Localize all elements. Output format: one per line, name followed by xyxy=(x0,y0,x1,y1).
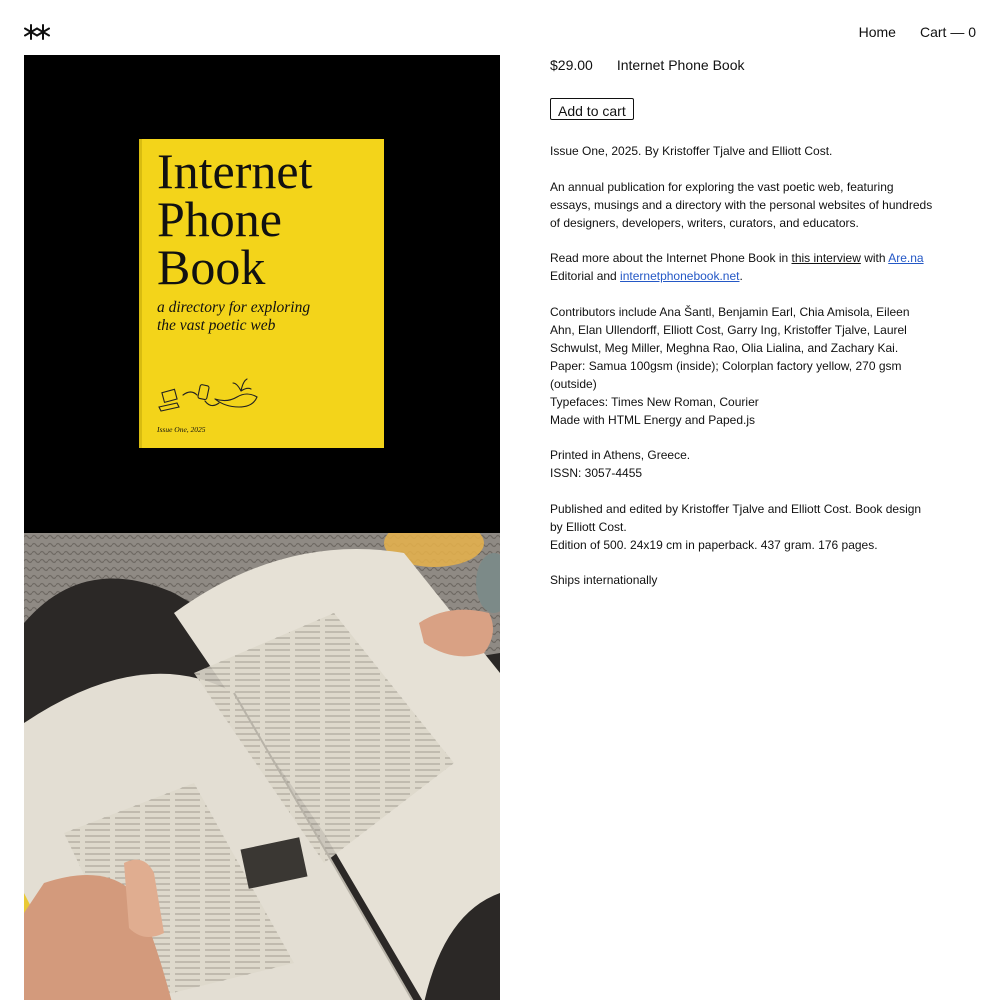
printing-paragraph xyxy=(550,446,935,482)
printed-in-line: Printed in Athens, Greece. xyxy=(550,448,691,462)
cover-title-line: Book xyxy=(157,239,266,295)
price-title-row xyxy=(550,56,935,74)
product-price: $29.00 xyxy=(550,57,593,73)
shipping-note: Ships internationally xyxy=(550,573,658,587)
top-navigation xyxy=(859,24,976,40)
edition-line: Edition of 500. 24x19 cm in paperback. 437 gram. 176 pages. xyxy=(550,537,878,552)
arena-link[interactable]: Are.na xyxy=(888,251,924,265)
cover-issue-label: Issue One, 2025 xyxy=(157,425,206,434)
cover-subtitle-line: the vast poetic web xyxy=(157,317,276,334)
cover-title xyxy=(157,143,377,295)
product-info xyxy=(550,55,935,607)
contributors-line: Contributors include Ana Šantl, Benjamin Earl, Chia Amisola, Eileen Ahn, Elan Ullendorff, Elliott Cost, Garry Ing, Kristoffer Tjalve, Laurel Schwulst, Meg Miller, Meghna Rao, Olia Lialina, and Zachary Kai. xyxy=(550,304,910,355)
open-book-photo[interactable] xyxy=(24,533,500,1000)
cover-doodle-illustration xyxy=(157,377,267,417)
specs-paragraph xyxy=(550,303,935,429)
product-summary: An annual publication for exploring the vast poetic web, featuring essays, musings and a directory with the personal websites of hundreds of designers, developers, writers, curators, and educators. xyxy=(550,179,933,230)
cover-title-line: Phone xyxy=(157,191,282,247)
read-more-text: Read more about the Internet Phone Book in xyxy=(550,251,792,265)
issue-credit: Issue One, 2025. By Kristoffer Tjalve and Elliott Cost. xyxy=(550,144,833,158)
read-more-text: Editorial and xyxy=(550,269,621,283)
read-more-paragraph xyxy=(550,249,935,285)
product-images xyxy=(24,55,500,1000)
typefaces-line: Typefaces: Times New Roman, Courier xyxy=(550,394,759,409)
paper-line: Paper: Samua 100gsm (inside); Colorplan factory yellow, 270 gsm (outside) xyxy=(550,358,902,391)
nav-home-link[interactable]: Home xyxy=(858,24,896,40)
open-book-photo-illustration xyxy=(24,533,500,1000)
nav-cart-link[interactable]: Cart — 0 xyxy=(919,24,976,40)
website-link[interactable]: internetphonebook.net xyxy=(620,269,740,283)
read-more-text: with xyxy=(860,251,889,265)
book-cover xyxy=(139,139,384,448)
add-to-cart-button[interactable]: Add to cart xyxy=(550,98,634,120)
read-more-text: . xyxy=(739,269,743,283)
product-description xyxy=(550,142,935,589)
issn-line: ISSN: 3057-4455 xyxy=(550,466,643,480)
cover-subtitle xyxy=(157,299,357,335)
cover-subtitle-line: a directory for exploring xyxy=(157,299,311,316)
made-with-line: Made with HTML Energy and Paped.js xyxy=(550,412,755,427)
book-cover-image[interactable] xyxy=(24,55,500,533)
interview-link[interactable]: this interview xyxy=(791,251,861,265)
publishing-paragraph xyxy=(550,500,935,554)
product-name: Internet Phone Book xyxy=(616,57,745,73)
published-by-line: Published and edited by Kristoffer Tjalve and Elliott Cost. Book design by Elliott Cost. xyxy=(550,501,922,534)
double-asterisk-logo-icon[interactable] xyxy=(24,21,50,43)
cover-title-line: Internet xyxy=(157,143,313,199)
